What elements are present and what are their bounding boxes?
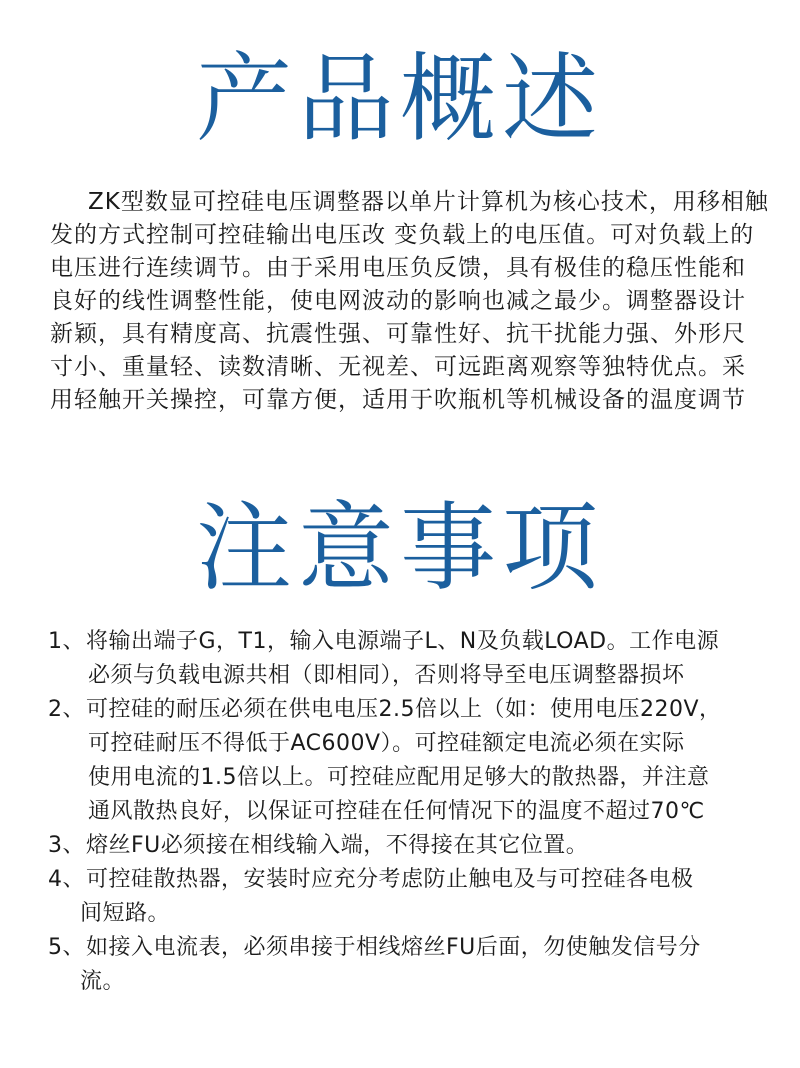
note-line: 通风散热良好，以保证可控硅在任何情况下的温度不超过70℃ [88,799,705,824]
note-line: 如接入电流表，必须串接于相线熔丝FU后面，勿使触发信号分 [86,935,701,960]
note-line: 间短路。 [80,901,171,926]
overview-title: 产品概述 [196,43,604,155]
overview-line: 新颖，具有精度高、抗震性强、可靠性好、抗干扰能力强、外形尺 [50,321,746,347]
note-line: 必须与负载电源共相（即相同），否则将导至电压调整器损坏 [88,663,685,688]
note-line: 熔丝FU必须接在相线输入端，不得接在其它位置。 [86,833,589,858]
note-number: 1、 [48,629,85,654]
note-line: 流。 [80,969,126,994]
note-line: 可控硅耐压不得低于AC600V）。可控硅额定电流必须在实际 [88,731,685,756]
note-item [48,863,768,931]
overview-paragraph [50,186,769,417]
note-number: 3、 [48,833,85,858]
note-line: 可控硅的耐压必须在供电电压2.5倍以上（如：使用电压220V， [86,697,722,722]
note-item [48,829,768,863]
note-number: 2、 [48,697,85,722]
notes-list [48,625,768,999]
notes-title: 注意事项 [196,492,604,604]
note-item [48,931,768,999]
overview-line: 良好的线性调整性能，使电网波动的影响也减之最少。调整器设计 [50,288,746,314]
overview-line: 用轻触开关操控，可靠方便，适用于吹瓶机等机械设备的温度调节 [50,387,746,413]
note-item [48,693,768,829]
note-number: 5、 [48,935,85,960]
overview-line: 寸小、重量轻、读数清晰、无视差、可远距离观察等独特优点。采 [50,354,746,380]
note-line: 使用电流的1.5倍以上。可控硅应配用足够大的散热器，并注意 [88,765,710,790]
note-line: 可控硅散热器，安装时应充分考虑防止触电及与可控硅各电极 [86,867,694,892]
overview-line: 电压进行连续调节。由于采用电压负反馈，具有极佳的稳压性能和 [50,255,746,281]
note-line: 将输出端子G，T1，输入电源端子L、N及负载LOAD。工作电源 [86,629,720,654]
note-item [48,625,768,693]
overview-line: ZK型数显可控硅电压调整器以单片计算机为核心技术，用移相触 [88,189,769,215]
note-number: 4、 [48,867,85,892]
overview-line: 发的方式控制可控硅输出电压改 变负载上的电压值。可对负载上的 [50,222,755,248]
